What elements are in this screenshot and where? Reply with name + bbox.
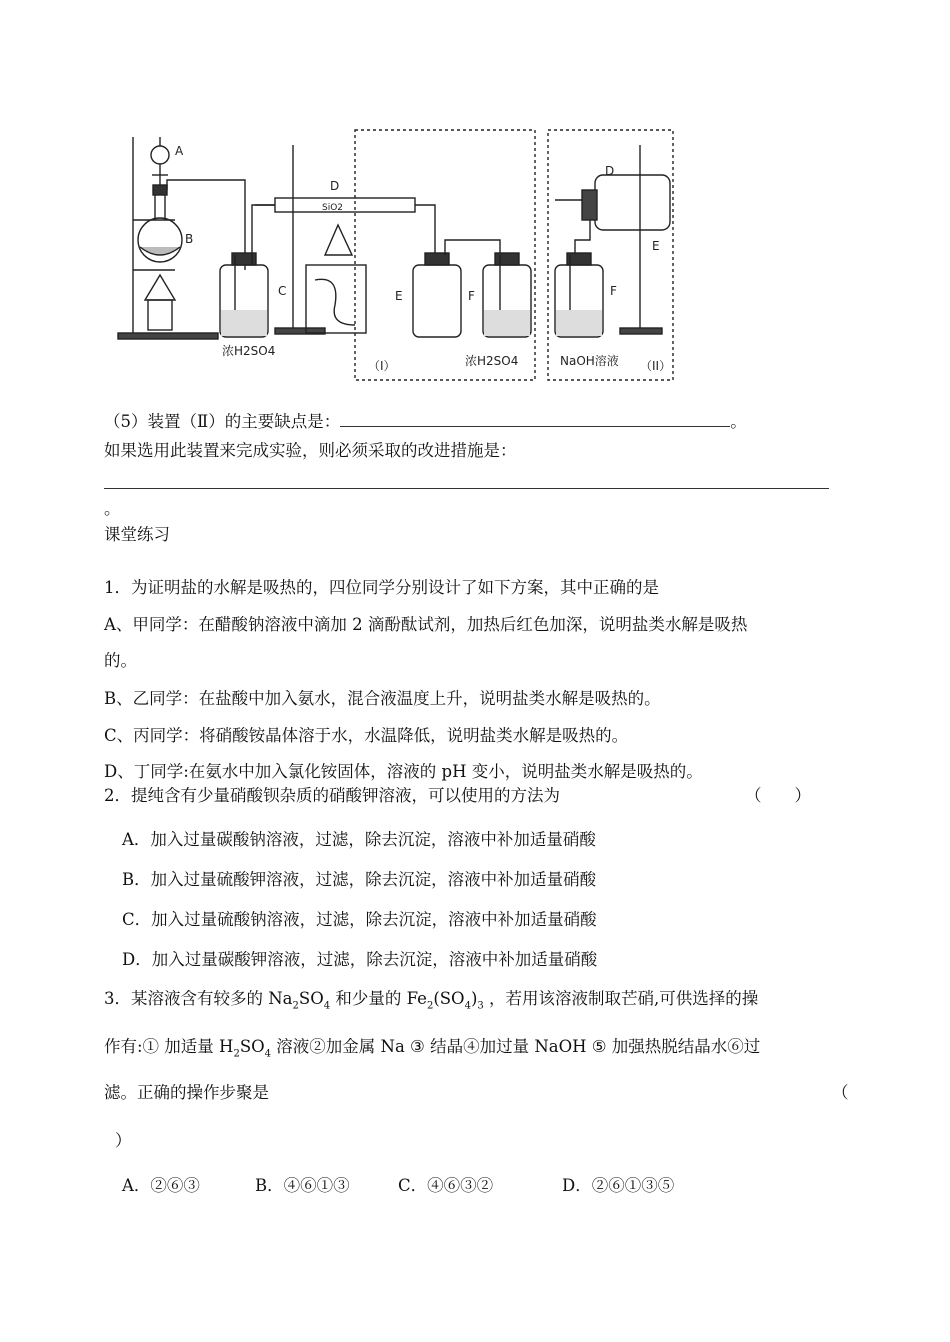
q3-bracket-open[interactable]: （ (832, 1083, 849, 1102)
q1-option-b: B、乙同学：在盐酸中加入氨水，混合液温度上升，说明盐类水解是吸热的。 (104, 689, 661, 708)
q3-option-b: B．④⑥①③ (255, 1176, 350, 1195)
q5-line3-period: 。 (104, 499, 121, 518)
label-F2: F (610, 284, 617, 298)
q5-prompt: （5）装置（Ⅱ）的主要缺点是： (104, 412, 341, 431)
q5-line3 (104, 472, 829, 495)
q2-stem: 2．提纯含有少量硝酸钡杂质的硝酸钾溶液，可以使用的方法为 (104, 786, 560, 805)
label-section-2: （II） (640, 359, 672, 373)
label-E2: E (652, 239, 660, 253)
label-h2so4-2: 浓H2SO4 (465, 354, 519, 368)
q3-line3: 滤。正确的操作步聚是 (104, 1083, 269, 1102)
q3-line1: 3．某溶液含有较多的 $Na_2SO_4$ 和少量的 $Fe_2(SO_4)_3$ ，若用该溶液制取芒硝,可供选择的操 (104, 989, 759, 1012)
q1-option-a-cont: 的。 (104, 651, 137, 670)
q2-option-b: B．加入过量硫酸钾溶液，过滤，除去沉淀，溶液中补加适量硝酸 (122, 870, 597, 889)
q3-option-a: A．②⑥③ (122, 1176, 200, 1195)
q2-option-d: D．加入过量碳酸钾溶液，过滤，除去沉淀，溶液中补加适量硝酸 (122, 950, 598, 969)
section-title: 课堂练习 (104, 525, 170, 544)
q2-answer-bracket[interactable]: （ ） (745, 786, 811, 805)
label-D2: D (605, 164, 615, 178)
q3-option-c: C．④⑥③② (398, 1176, 494, 1195)
label-F: F (468, 289, 475, 303)
label-B: B (185, 232, 194, 246)
q1-option-a: A、甲同学：在醋酸钠溶液中滴加 2 滴酚酞试剂，加热后红色加深，说明盐类水解是吸热 (104, 615, 748, 634)
q5-answer-blank-2[interactable] (104, 472, 829, 489)
label-E: E (395, 289, 403, 303)
label-section-1: （I） (368, 359, 396, 373)
q5-line2: 如果选用此装置来完成实验，则必须采取的改进措施是： (104, 441, 517, 460)
label-h2so4-1: 浓H2SO4 (222, 344, 276, 358)
q3-bracket-close[interactable]: ） (115, 1131, 132, 1150)
q3-line2: 作有:① 加适量 $H_2SO_4$ 溶液②加金属 Na ③ 结晶④加过量 NaOH ⑤ 加强热脱结晶水⑥过 (104, 1037, 761, 1060)
label-naoh: NaOH溶液 (560, 354, 619, 368)
q2-option-c: C．加入过量硫酸钠溶液，过滤，除去沉淀，溶液中补加适量硝酸 (122, 910, 597, 929)
q1-stem: 1．为证明盐的水解是吸热的，四位同学分别设计了如下方案，其中正确的是 (104, 578, 659, 597)
q3-option-d: D．②⑥①③⑤ (562, 1176, 675, 1195)
q5-period: 。 (730, 412, 747, 431)
label-A: A (175, 144, 184, 158)
label-C: C (278, 284, 287, 298)
q5-answer-blank-1[interactable] (340, 410, 730, 427)
apparatus-figure (100, 125, 790, 390)
q2-option-a: A．加入过量碳酸钠溶液，过滤，除去沉淀，溶液中补加适量硝酸 (122, 830, 596, 849)
q1-option-d: D、丁同学:在氨水中加入氯化铵固体，溶液的 pH 变小，说明盐类水解是吸热的。 (104, 762, 703, 781)
label-D: D (330, 179, 340, 193)
label-tube-content: SiO2 (322, 203, 344, 213)
q5-line1 (104, 410, 747, 433)
q1-option-c: C、丙同学：将硝酸铵晶体溶于水，水温降低，说明盐类水解是吸热的。 (104, 726, 629, 745)
